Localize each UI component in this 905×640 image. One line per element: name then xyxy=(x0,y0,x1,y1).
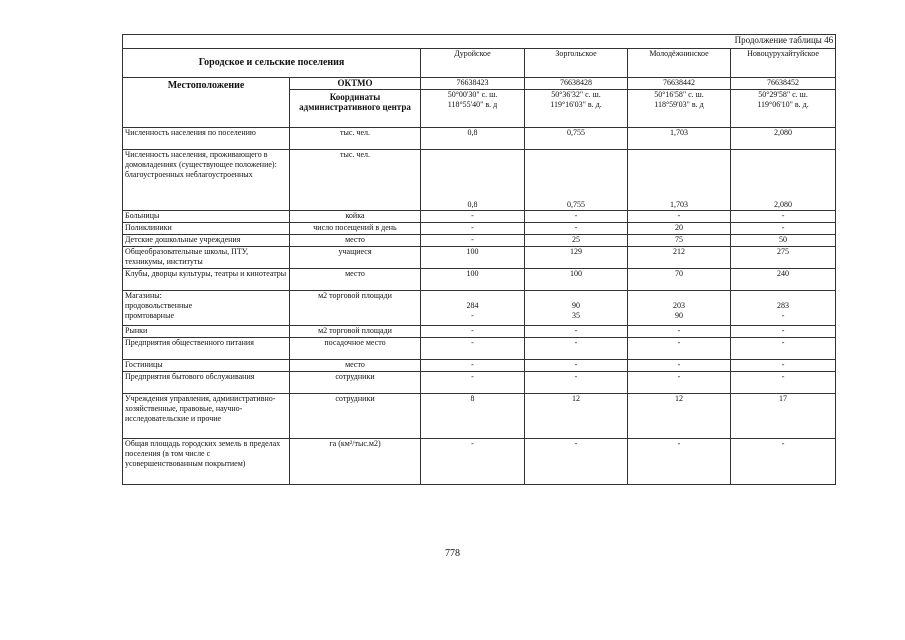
row-value: 35 xyxy=(572,311,580,320)
shops-title: Магазины: xyxy=(125,291,162,300)
row-value: 90 xyxy=(675,311,683,320)
coords-value xyxy=(525,90,628,128)
row-name: Детские дошкольные учреждения xyxy=(123,235,290,247)
row-value: - xyxy=(628,439,731,485)
coords-value xyxy=(731,90,836,128)
row-name: Общеобразовательные школы, ПТУ, техникумы, институты xyxy=(123,247,290,269)
coords-lat: 50°36'32" с. ш. xyxy=(551,90,601,99)
row-value: 129 xyxy=(525,247,628,269)
row-value: - xyxy=(421,372,525,394)
row-value: - xyxy=(421,223,525,235)
row-value: - xyxy=(731,326,836,338)
row-value: 50 xyxy=(731,235,836,247)
row-value: 25 xyxy=(525,235,628,247)
row-name: Рынки xyxy=(123,326,290,338)
coords-value xyxy=(628,90,731,128)
row-value: 12 xyxy=(525,394,628,439)
oktmo-label: ОКТМО xyxy=(290,78,421,90)
row-unit: м2 торговой площади xyxy=(290,326,421,338)
row-unit: место xyxy=(290,269,421,291)
row-value: - xyxy=(628,338,731,360)
row-value: 0,755 xyxy=(525,150,628,211)
table-row xyxy=(123,150,836,211)
coords-lat: 50°00'30" с. ш. xyxy=(447,90,498,99)
coords-label: Координаты административного центра xyxy=(290,90,421,128)
row-value: 100 xyxy=(421,247,525,269)
row-unit: сотрудники xyxy=(290,394,421,439)
row-value: 0,755 xyxy=(525,128,628,150)
coords-lat: 50°29'58" с. ш. xyxy=(758,90,808,99)
row-unit: койка xyxy=(290,211,421,223)
coords-lon: 118°59'03" в. д xyxy=(654,100,704,109)
row-name: Гостиницы xyxy=(123,360,290,372)
row-value: - xyxy=(421,360,525,372)
row-value: 90 xyxy=(572,301,580,310)
shops-values xyxy=(628,291,731,326)
row-value: - xyxy=(731,439,836,485)
row-unit: место xyxy=(290,235,421,247)
table-row xyxy=(123,128,836,150)
row-value: 100 xyxy=(525,269,628,291)
row-value: - xyxy=(525,223,628,235)
row-value: - xyxy=(731,338,836,360)
row-value: 1,703 xyxy=(628,128,731,150)
table-row xyxy=(123,360,836,372)
col-header-2: Зоргольское xyxy=(525,49,628,78)
row-unit: посадочное место xyxy=(290,338,421,360)
coords-lon: 119°06'10" в. д. xyxy=(757,100,809,109)
row-value: - xyxy=(781,311,785,320)
table-row xyxy=(123,326,836,338)
coords-lat: 50°16'58" с. ш. xyxy=(654,90,704,99)
shops-values xyxy=(731,291,836,326)
row-value: - xyxy=(471,311,474,320)
table-row xyxy=(123,439,836,485)
table-row xyxy=(123,211,836,223)
row-value: 70 xyxy=(628,269,731,291)
settlements-title: Городское и сельские поселения xyxy=(123,49,421,78)
shops-sub-food: продовольственные xyxy=(125,301,193,310)
row-value: - xyxy=(628,360,731,372)
row-value: 0,8 xyxy=(421,150,525,211)
col-header-4: Новоцурухайтуйское xyxy=(731,49,836,78)
oktmo-value: 76638452 xyxy=(731,78,836,90)
row-value: - xyxy=(421,338,525,360)
oktmo-value: 76638423 xyxy=(421,78,525,90)
row-value: - xyxy=(628,211,731,223)
row-value: - xyxy=(525,439,628,485)
row-unit: учащиеся xyxy=(290,247,421,269)
row-unit: га (км²/тыс.м2) xyxy=(290,439,421,485)
row-value: 283 xyxy=(777,301,790,310)
oktmo-value: 76638442 xyxy=(628,78,731,90)
row-value: - xyxy=(525,211,628,223)
row-name: Поликлиники xyxy=(123,223,290,235)
row-name: Предприятия бытового обслуживания xyxy=(123,372,290,394)
row-value: 17 xyxy=(731,394,836,439)
header-row xyxy=(123,49,836,78)
row-name: Предприятия общественного питания xyxy=(123,338,290,360)
table-row xyxy=(123,235,836,247)
row-value: - xyxy=(525,338,628,360)
row-value: - xyxy=(525,326,628,338)
row-value: 100 xyxy=(421,269,525,291)
row-value: - xyxy=(525,360,628,372)
row-unit: тыс. чел. xyxy=(290,150,421,211)
continuation-row xyxy=(123,35,836,49)
row-name: Численность населения по поселению xyxy=(123,128,290,150)
table-row xyxy=(123,394,836,439)
row-value: 75 xyxy=(628,235,731,247)
row-value: - xyxy=(421,235,525,247)
col-header-3: Молодёжнинское xyxy=(628,49,731,78)
row-unit: сотрудники xyxy=(290,372,421,394)
row-value: 2,080 xyxy=(731,128,836,150)
row-name: Общая площадь городских земель в пределах поселения (в том числе с усовершенствованным покрытием) xyxy=(123,439,290,485)
page-number: 778 xyxy=(445,548,460,559)
oktmo-value: 76638428 xyxy=(525,78,628,90)
row-unit: тыс. чел. xyxy=(290,128,421,150)
row-value: 20 xyxy=(628,223,731,235)
row-value: - xyxy=(731,360,836,372)
oktmo-row xyxy=(123,78,836,90)
row-value: 275 xyxy=(731,247,836,269)
row-value: - xyxy=(628,326,731,338)
continuation-label: Продолжение таблицы 46 xyxy=(123,35,836,49)
row-value: 203 xyxy=(673,301,685,310)
row-value: - xyxy=(421,211,525,223)
row-value: - xyxy=(731,223,836,235)
row-value: 1,703 xyxy=(628,150,731,211)
row-value: - xyxy=(731,372,836,394)
row-value: - xyxy=(628,372,731,394)
settlements-table xyxy=(122,34,836,485)
shops-values xyxy=(421,291,525,326)
row-value: - xyxy=(525,372,628,394)
row-value: - xyxy=(731,211,836,223)
row-name: Учреждения управления, административно-хозяйственные, правовые, научно-исследовательские и прочие xyxy=(123,394,290,439)
row-value: 12 xyxy=(628,394,731,439)
row-unit: м2 торговой площади xyxy=(290,291,421,326)
row-name: Больницы xyxy=(123,211,290,223)
coords-lon: 119°16'03" в. д. xyxy=(550,100,602,109)
row-name: Численность населения, проживающего в домовладениях (существующее положение): благоустроенных неблагоустроенных xyxy=(123,150,290,211)
table-row xyxy=(123,269,836,291)
row-value: 2,080 xyxy=(731,150,836,211)
row-unit: число посещений в день xyxy=(290,223,421,235)
row-value: 212 xyxy=(628,247,731,269)
row-value: 284 xyxy=(466,301,479,310)
col-header-1: Дуройское xyxy=(421,49,525,78)
row-value: 240 xyxy=(731,269,836,291)
table-row xyxy=(123,372,836,394)
row-value: - xyxy=(421,439,525,485)
row-unit: место xyxy=(290,360,421,372)
row-name: Клубы, дворцы культуры, театры и кинотеатры xyxy=(123,269,290,291)
location-label: Местоположение xyxy=(123,78,290,128)
table-row xyxy=(123,247,836,269)
table-row xyxy=(123,338,836,360)
shops-name xyxy=(123,291,290,326)
row-value: 8 xyxy=(421,394,525,439)
coords-value xyxy=(421,90,525,128)
row-value: 0,8 xyxy=(421,128,525,150)
shops-sub-goods: промтоварные xyxy=(125,311,175,320)
row-value: - xyxy=(421,326,525,338)
table-row xyxy=(123,223,836,235)
coords-lon: 118°55'40" в. д xyxy=(447,100,498,109)
table-row-shops xyxy=(123,291,836,326)
shops-values xyxy=(525,291,628,326)
